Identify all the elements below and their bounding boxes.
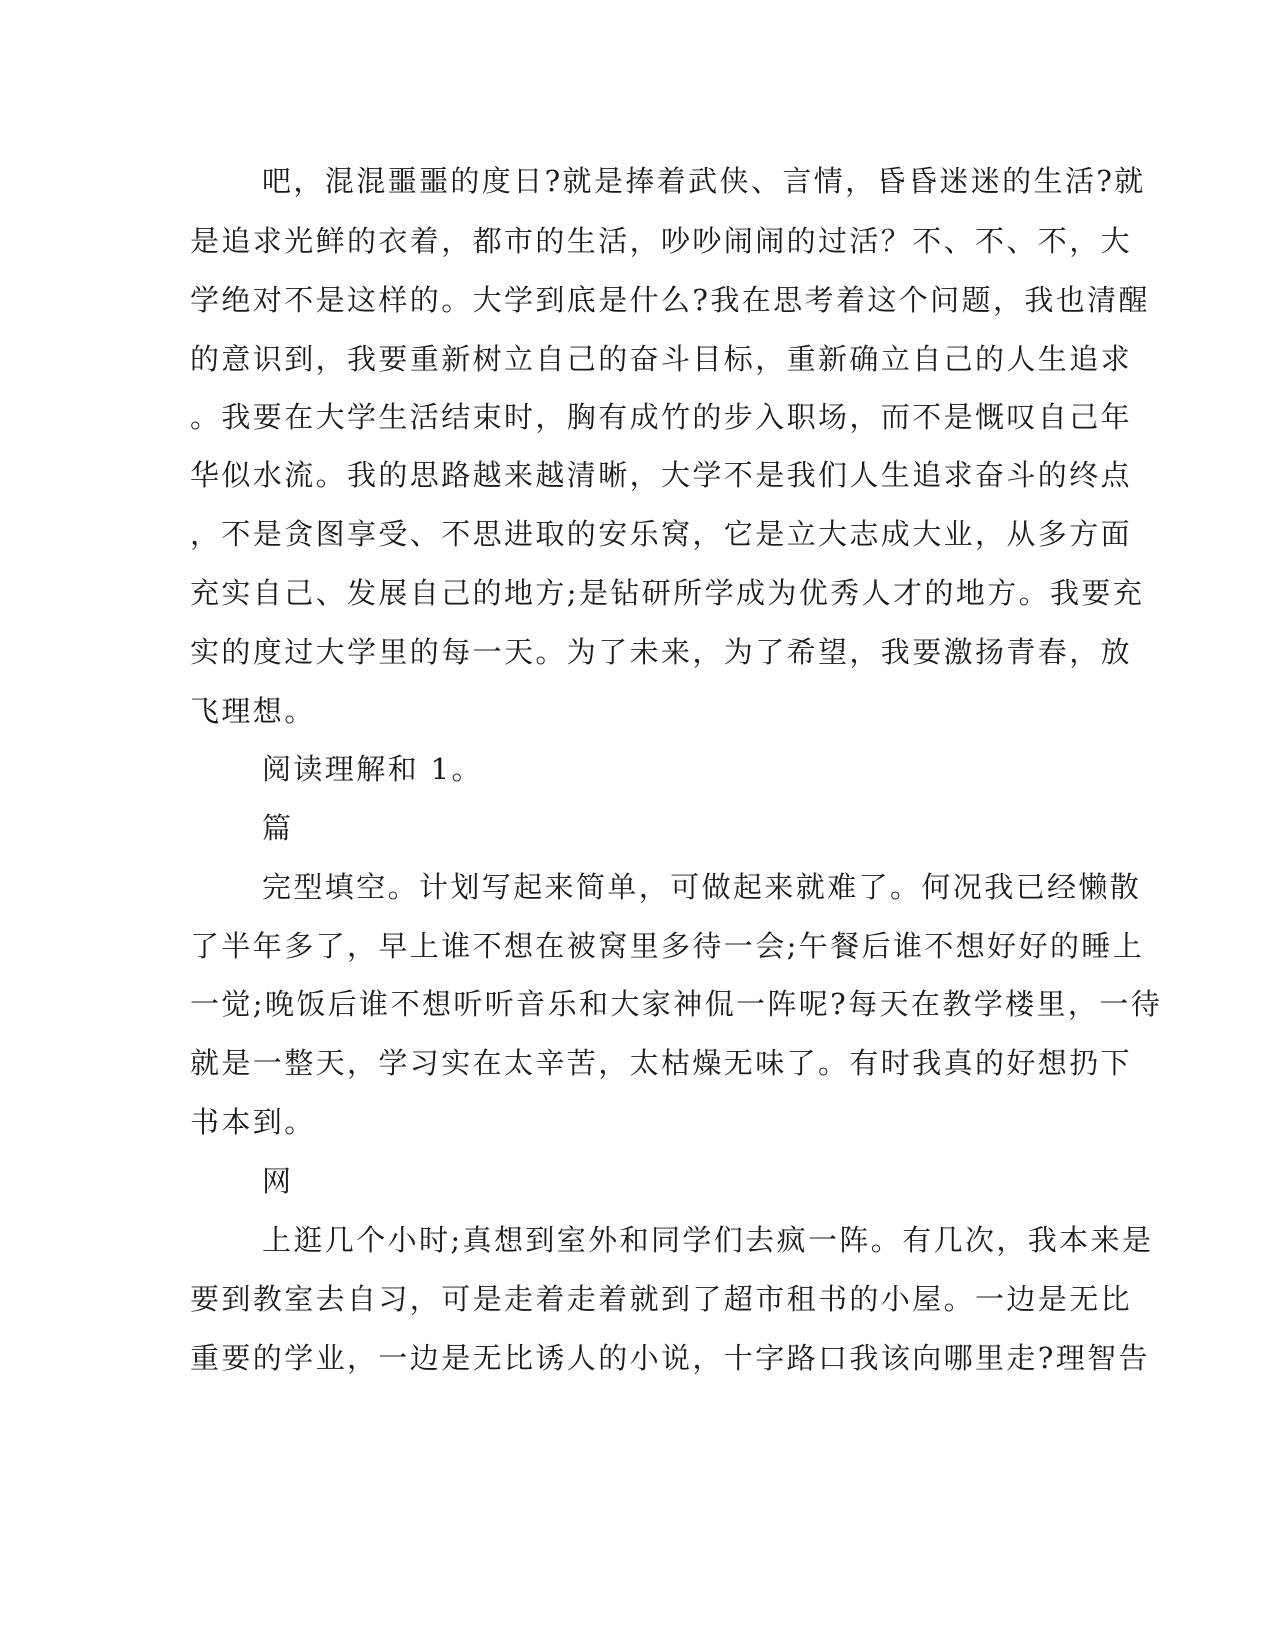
text-line: 实的度过大学里的每一天。为了未来，为了希望，我要激扬青春，放 [190,635,1133,669]
text-line: 就是一整天，学习实在太辛苦，太枯燥无味了。有时我真的好想扔下 [190,1046,1133,1080]
text-line: 学绝对不是这样的。大学到底是什么?我在思考着这个问题，我也清醒 [190,283,1150,317]
text-line: 了半年多了，早上谁不想在被窝里多待一会;午餐后谁不想好好的睡上 [190,929,1145,963]
text-line: 阅读理解和 1。 [262,752,483,786]
text-line: 吧，混混噩噩的度日?就是捧着武侠、言情，昏昏迷迷的生活?就 [262,164,1146,198]
text-line: 华似水流。我的思路越来越清晰，大学不是我们人生追求奋斗的终点 [190,458,1133,492]
text-line: 完型填空。计划写起来简单，可做起来就难了。何况我已经懒散 [262,870,1142,904]
text-line: 网 [262,1164,294,1198]
text-line: 是追求光鲜的衣着，都市的生活，吵吵闹闹的过活？不、不、不，大 [190,224,1133,258]
text-line: 飞理想。 [190,694,316,728]
text-line: 充实自己、发展自己的地方;是钻研所学成为优秀人才的地方。我要充 [190,576,1145,610]
text-line: 一觉;晚饭后谁不想听听音乐和大家神侃一阵呢?每天在教学楼里，一待 [190,987,1163,1021]
text-line: 要到教室去自习，可是走着走着就到了超市租书的小屋。一边是无比 [190,1282,1133,1316]
text-line: 。我要在大学生活结束时，胸有成竹的步入职场，而不是慨叹自己年 [190,400,1133,434]
text-line: 上逛几个小时;真想到室外和同学们去疯一阵。有几次，我本来是 [262,1223,1154,1257]
text-line: 的意识到，我要重新树立自己的奋斗目标，重新确立自己的人生追求 [190,342,1133,376]
text-line: 重要的学业，一边是无比诱人的小说，十字路口我该向哪里走?理智告 [190,1341,1150,1375]
text-line: 篇 [262,811,294,845]
text-line: 书本到。 [190,1105,316,1139]
text-line: ，不是贪图享受、不思进取的安乐窝，它是立大志成大业，从多方面 [190,517,1133,551]
